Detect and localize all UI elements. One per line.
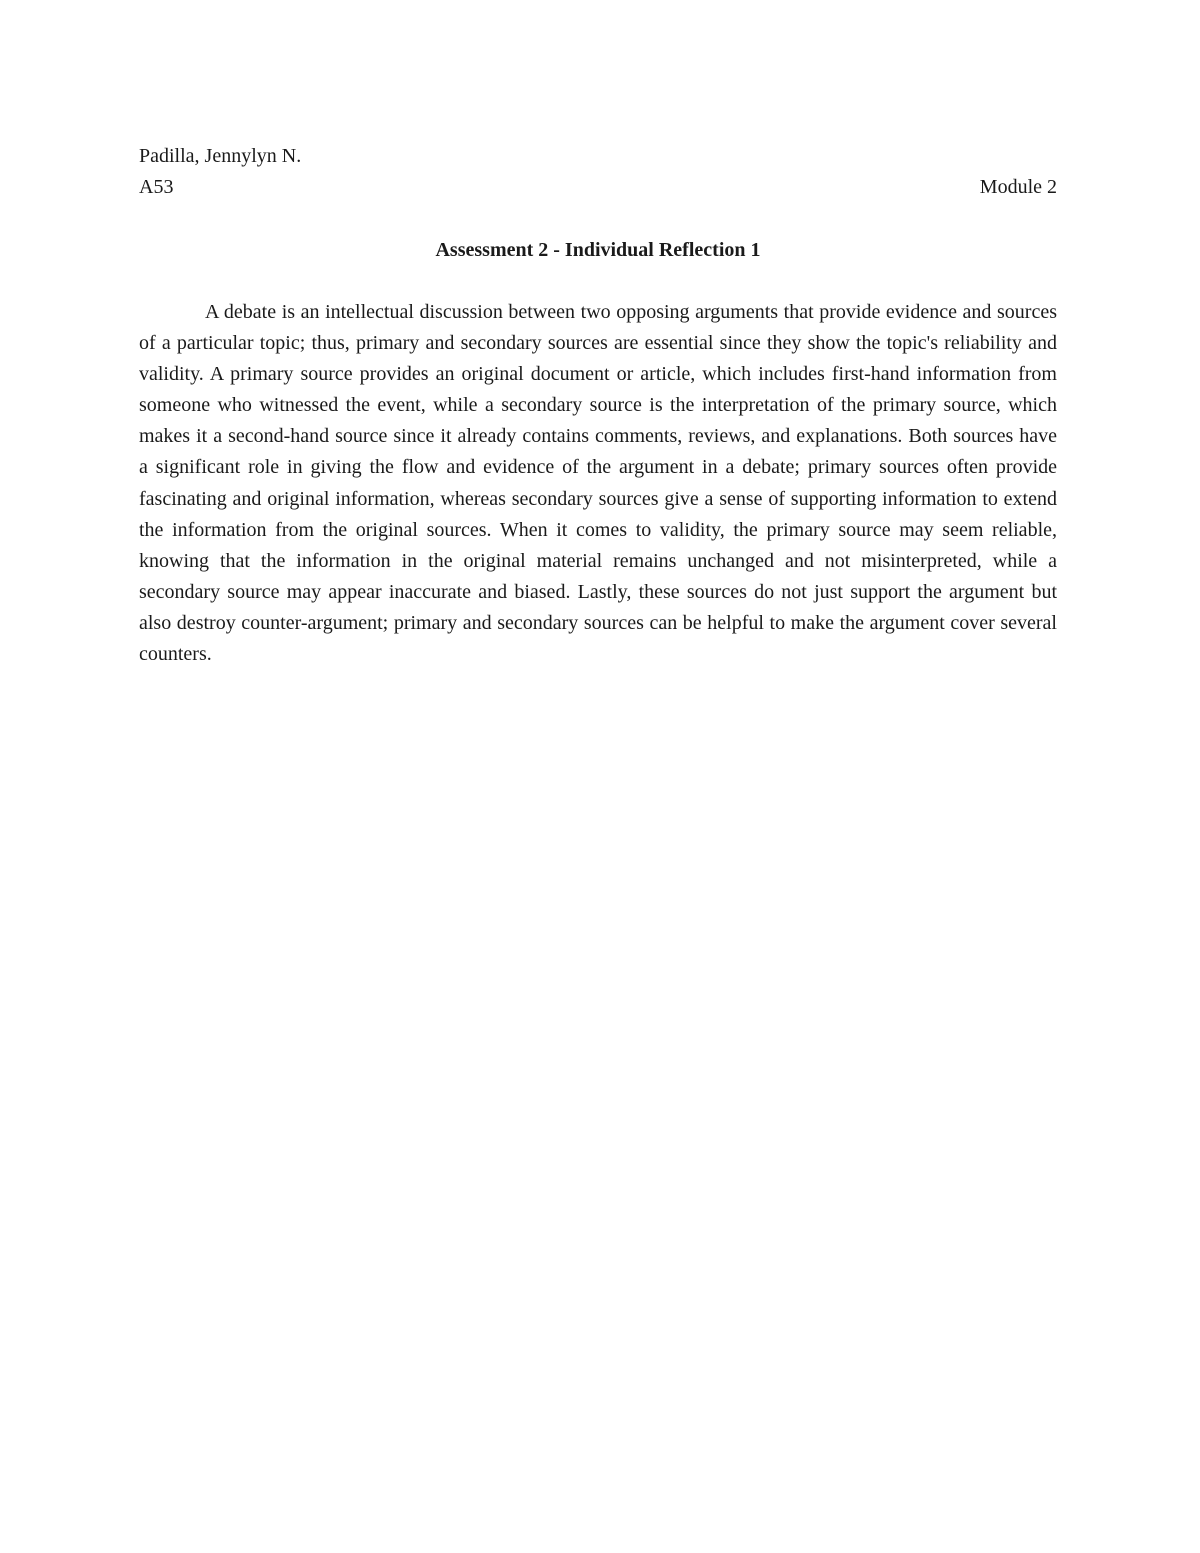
document-page	[139, 141, 1057, 690]
module-label: Module 2	[979, 176, 1057, 198]
section-module-line	[139, 172, 1057, 203]
reflection-paragraph: A debate is an intellectual discussion between two opposing arguments that provide evidence and sources of a particular topic; thus, primary and secondary sources are essential since they show the topic's reliability and validity. A primary source provides an original document or article, which includes first-hand information from someone who witnessed the event, while a secondary source is the interpretation of the primary source, which makes it a second-hand source since it already contains comments, reviews, and explanations. Both sources have a significant role in giving the flow and evidence of the argument in a debate; primary sources often provide fascinating and original information, whereas secondary sources give a sense of supporting information to extend the information from the original sources. When it comes to validity, the primary source may seem reliable, knowing that the information in the original material remains unchanged and not misinterpreted, while a secondary source may appear inaccurate and biased. Lastly, these sources do not just support the argument but also destroy counter-argument; primary and secondary sources can be helpful to make the argument cover several counters.	[139, 301, 1057, 666]
author-line	[139, 141, 1057, 172]
section-code: A53	[139, 176, 174, 198]
document-title: Assessment 2 - Individual Reflection 1	[435, 239, 761, 261]
author-name: Padilla, Jennylyn N.	[139, 145, 302, 167]
